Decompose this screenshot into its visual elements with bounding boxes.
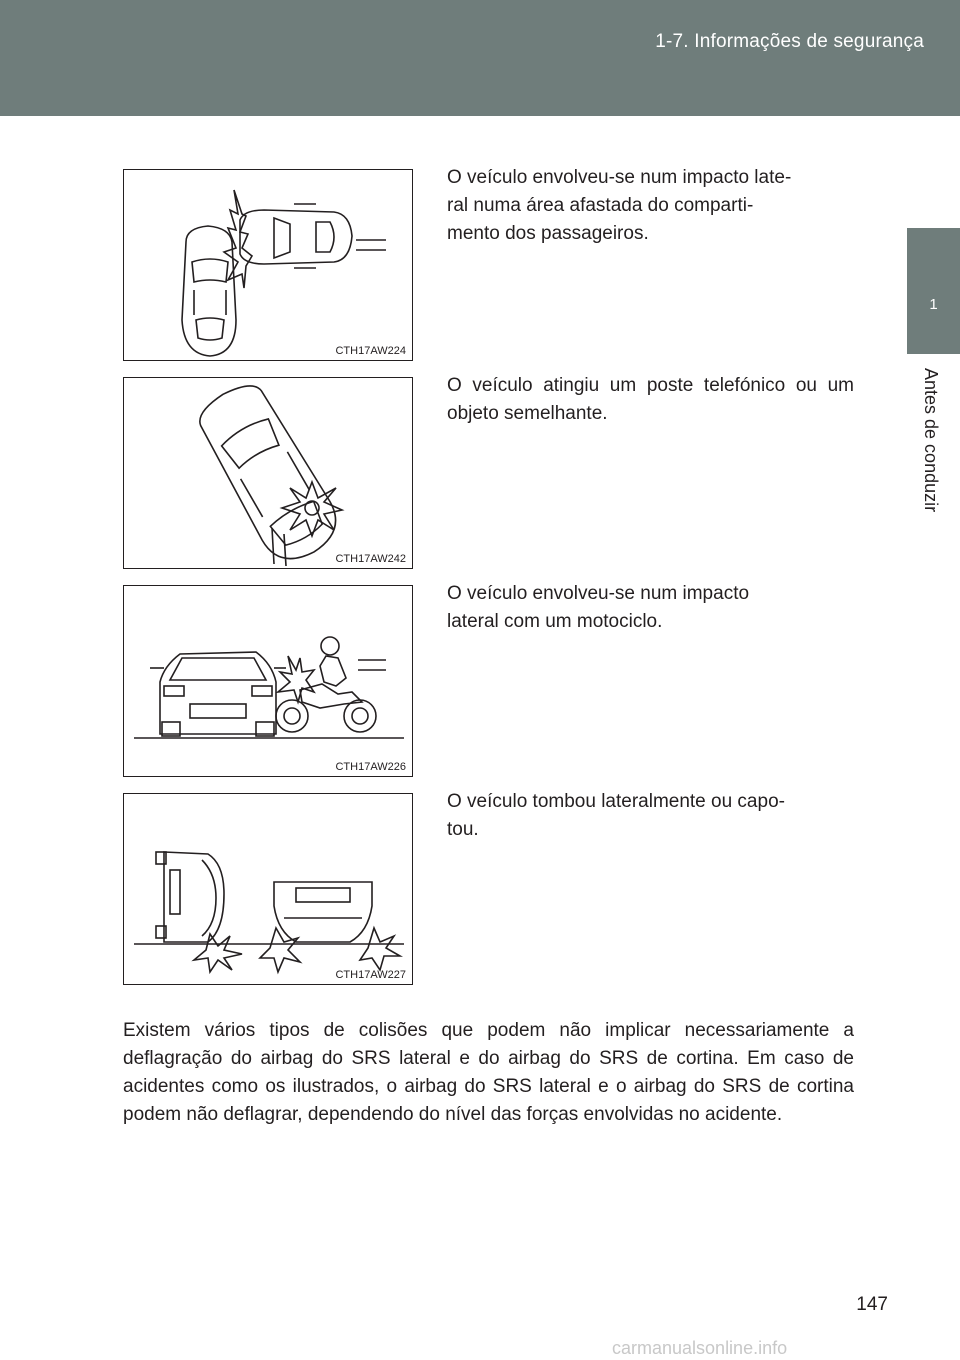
motorcycle-impact-illustration: [124, 586, 414, 778]
figure-side-impact: [123, 169, 413, 361]
watermark: carmanualsonline.info: [612, 1338, 788, 1358]
chapter-label: Antes de conduzir: [921, 368, 941, 513]
page-header: [0, 0, 960, 116]
figure-caption: O veículo atingiu um poste telefónico ou um objeto semelhante.: [447, 375, 854, 424]
chapter-label-container: [907, 354, 947, 554]
figure-code: CTH17AW227: [335, 969, 406, 981]
section-title: 1-7. Informações de segurança: [655, 31, 924, 52]
figure-caption: O veículo envolveu-se num impacto late- ral numa área afastada do comparti- mento dos passageiros.: [447, 167, 792, 244]
figure-caption: O veículo envolveu-se num impacto lateral com um motociclo.: [447, 583, 750, 632]
chapter-number: 1: [929, 296, 938, 313]
rollover-illustration: [124, 794, 414, 986]
page-number: 147: [856, 1294, 888, 1315]
pole-impact-illustration: [124, 378, 414, 570]
figure-rollover: [123, 793, 413, 985]
figure-code: CTH17AW226: [335, 761, 406, 773]
explanation-paragraph: Existem vários tipos de colisões que podem não implicar necessariamente a deflagração do airbag do SRS lateral e do airbag do SRS de cortina. Em caso de acidentes como os ilustrados, o airbag do SRS lateral e o airbag do SRS de cortina podem não deflagrar, dependendo do nível das forças envolvidas no acidente.: [123, 1020, 854, 1125]
figure-motorcycle-impact: [123, 585, 413, 777]
figure-code: CTH17AW224: [335, 345, 406, 357]
figure-code: CTH17AW242: [335, 553, 406, 565]
chapter-tab: [907, 228, 960, 354]
figure-caption: O veículo tombou lateralmente ou capo- tou.: [447, 791, 785, 840]
side-impact-illustration: [124, 170, 414, 362]
figure-pole-impact: [123, 377, 413, 569]
